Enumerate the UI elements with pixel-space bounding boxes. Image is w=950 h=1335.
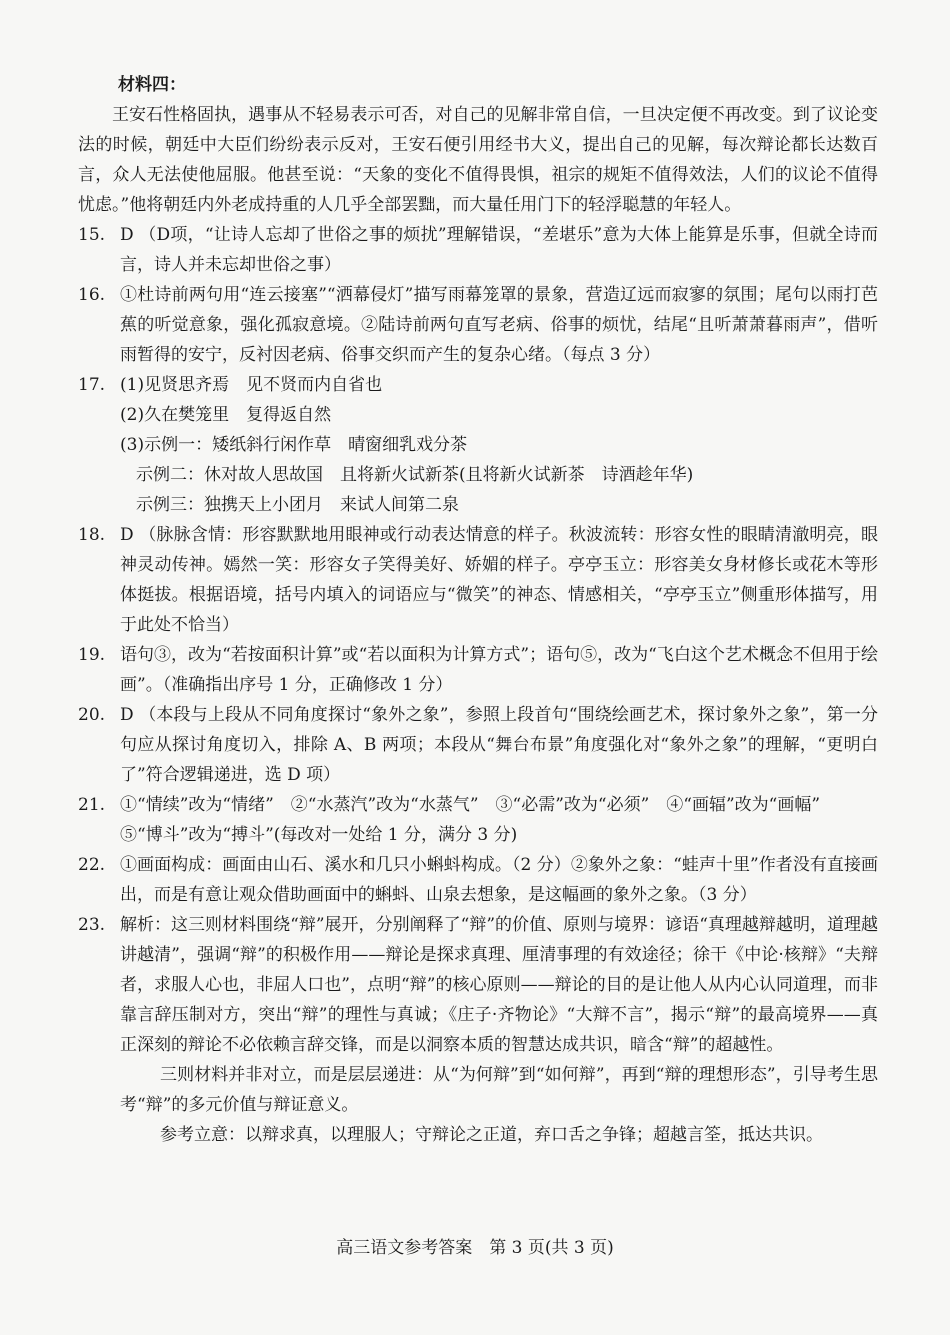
answer-line-4: 示例二：休对故人思故国 且将新火试新茶(且将新火试新茶 诗酒趁年华) — [136, 465, 694, 485]
answer-20 — [78, 700, 878, 790]
answer-line-2: ⑤“博斗”改为“搏斗”(每改对一处给 1 分，满分 3 分) — [120, 825, 518, 845]
answer-18 — [78, 520, 878, 640]
progression-paragraph: 三则材料并非对立，而是层层递进：从“为何辩”到“如何辩”，再到“辩的理想形态”，引导考生思考“辩”的多元价值与辩证意义。 — [120, 1065, 878, 1115]
answer-text: D （本段与上段从不同角度探讨“象外之象”，参照上段首句“围绕绘画艺术，探讨象外之象”，第一分句应从探讨角度切入，排除 A、B 两项；本段从“舞台布景”角度强化对“象外之象”的理解，“更明白了”符合逻辑递进，选 D 项） — [120, 705, 878, 785]
question-number: 16. — [78, 285, 106, 305]
answer-line-1: ①“情续”改为“情绪” ②“水蒸汽”改为“水蒸气” ③“必需”改为“必须” ④“画辐”改为“画幅” — [120, 795, 821, 815]
question-number: 17. — [78, 375, 106, 395]
answer-text: D （脉脉含情：形容默默地用眼神或行动表达情意的样子。秋波流转：形容女性的眼睛清澈明亮，眼神灵动传神。嫣然一笑：形容女子笑得美好、娇媚的样子。亭亭玉立：形容美女身材修长或花木等形体挺拔。根据语境，括号内填入的词语应与“微笑”的神态、情感相关，“亭亭玉立”侧重形体描写，用于此处不恰当） — [120, 525, 878, 635]
answer-17 — [78, 370, 878, 520]
answer-23 — [78, 910, 878, 1150]
question-number: 20. — [78, 705, 106, 725]
answer-21 — [78, 790, 878, 850]
answer-text: ①杜诗前两句用“连云接塞”“洒幕侵灯”描写雨幕笼罩的景象，营造辽远而寂寥的氛围；尾句以雨打芭蕉的听觉意象，强化孤寂意境。②陆诗前两句直写老病、俗事的烦忧，结尾“且听萧萧暮雨声”，借听雨暂得的安宁，反衬因老病、俗事交织而产生的复杂心绪。（每点 3 分） — [120, 285, 878, 365]
answer-text: ①画面构成：画面由山石、溪水和几只小蝌蚪构成。（2 分）②象外之象：“蛙声十里”作者没有直接画出，而是有意让观众借助画面中的蝌蚪、山泉去想象，是这幅画的象外之象。（3 分） — [120, 855, 878, 905]
question-number: 19. — [78, 645, 106, 665]
question-number: 22. — [78, 855, 106, 875]
question-number: 15. — [78, 225, 106, 245]
reference-theme-paragraph: 参考立意：以辩求真，以理服人；守辩论之正道，弃口舌之争锋；超越言筌，抵达共识。 — [160, 1125, 823, 1145]
answer-22 — [78, 850, 878, 910]
answer-line-1: (1)见贤思齐焉 见不贤而内自省也 — [120, 375, 383, 395]
answer-16 — [78, 280, 878, 370]
answer-text: D （D项，“让诗人忘却了世俗之事的烦扰”理解错误，“差堪乐”意为大体上能算是乐事，但就全诗而言，诗人并未忘却世俗之事） — [120, 225, 878, 275]
analysis-paragraph: 解析：这三则材料围绕“辩”展开，分别阐释了“辩”的价值、原则与境界：谚语“真理越辩越明，道理越讲越清”，强调“辩”的积极作用——辩论是探求真理、厘清事理的有效途径；徐干《中论·核辩》“夫辩者，求服人心也，非屈人口也”，点明“辩”的核心原则——辩论的目的是让他人从内心认同道理，而非靠言辞压制对方，突出“辩”的理性与真诚；《庄子·齐物论》“大辩不言”，揭示“辩”的最高境界——真正深刻的辩论不必依赖言辞交锋，而是以洞察本质的智慧达成共识，暗含“辩”的超越性。 — [120, 915, 878, 1055]
answer-line-5: 示例三：独携天上小团月 来试人间第二泉 — [136, 495, 459, 515]
answer-15 — [78, 220, 878, 280]
answer-content — [78, 70, 878, 1150]
material-four-text: 王安石性格固执，遇事从不轻易表示可否，对自己的见解非常自信，一旦决定便不再改变。到了议论变法的时候，朝廷中大臣们纷纷表示反对，王安石便引用经书大义，提出自己的见解，每次辩论都长达数百言，众人无法使他屈服。他甚至说：“天象的变化不值得畏惧，祖宗的规矩不值得效法，人们的议论不值得忧虑。”他将朝廷内外老成持重的人几乎全部罢黜，而大量任用门下的轻浮聪慧的年轻人。 — [78, 105, 878, 215]
question-number: 23. — [78, 915, 106, 935]
answer-19 — [78, 640, 878, 700]
answer-text: 语句③，改为“若按面积计算”或“若以面积为计算方式”；语句⑤，改为“飞白这个艺术概念不但用于绘画”。（准确指出序号 1 分，正确修改 1 分） — [120, 645, 878, 695]
material-four-heading: 材料四： — [118, 75, 186, 95]
answer-paragraphs — [120, 910, 878, 1150]
answer-line-3: (3)示例一：矮纸斜行闲作草 晴窗细乳戏分茶 — [120, 435, 468, 455]
question-number: 21. — [78, 795, 106, 815]
answer-line-2: (2)久在樊笼里 复得返自然 — [120, 405, 332, 425]
question-number: 18. — [78, 525, 106, 545]
answer-lines — [120, 370, 878, 520]
page-footer: 高三语文参考答案 第 3 页(共 3 页) — [336, 1238, 614, 1258]
answer-lines — [120, 790, 878, 850]
